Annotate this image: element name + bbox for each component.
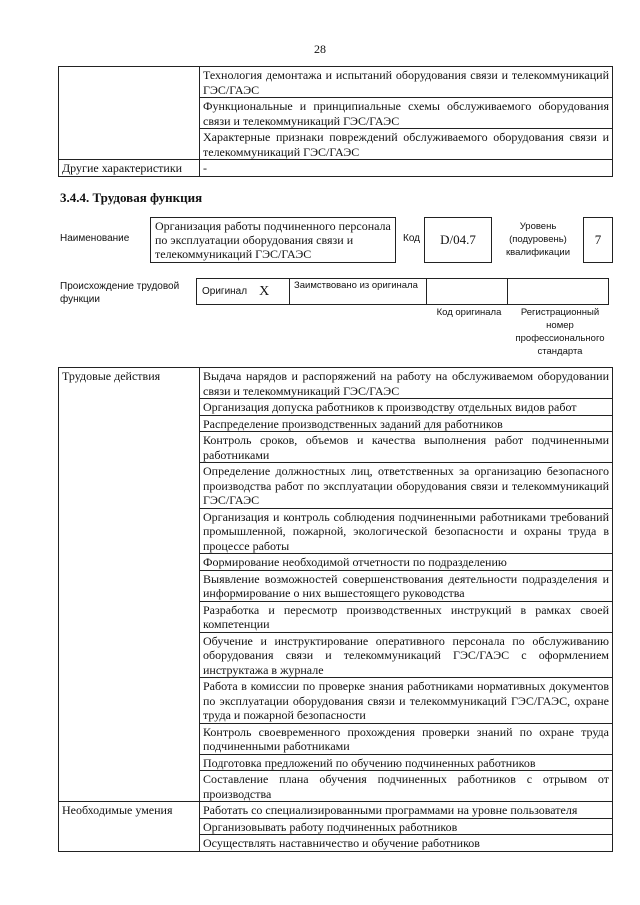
table-cell: Организация и контроль соблюдения подчиненными работниками требований промышленной, пожарной, экологической безопасности и охраны труда в процессе работы [200,508,613,554]
original-mark: X [259,283,270,299]
table-cell: Распределение производственных заданий для работников [200,415,613,432]
table-cell: Работать со специализированными программами на уровне пользователя [200,802,613,819]
page-number: 28 [314,42,326,56]
table-cell: Технология демонтажа и испытаний оборудования связи и телекоммуникаций ГЭС/ГАЭС [200,67,613,98]
name-label: Наименование [60,233,130,244]
table-row [59,802,613,819]
function-code-box: D/04.7 [424,217,492,263]
qualification-level-box: 7 [583,217,613,263]
table-cell: Определение должностных лиц, ответственных за организацию безопасного производства работ по эксплуатации оборудования связи и телекоммуникаций ГЭС/ГАЭС [200,463,613,509]
table-row [59,67,613,98]
table-cell: Составление плана обучения подчиненных работников с отрывом от производства [200,771,613,802]
row-label [59,67,200,160]
table-cell: Выявление возможностей совершенствования деятельности подразделения и информирование о них вышестоящего руководства [200,570,613,601]
original-label: Оригинал [202,286,248,297]
table-cell: Формирование необходимой отчетности по подразделению [200,554,613,571]
table-cell: Функциональные и принципиальные схемы обслуживаемого оборудования связи и телекоммуникаций ГЭС/ГАЭС [200,98,613,129]
table-cell: Контроль сроков, объемов и качества выполнения работ подчиненными работниками [200,432,613,463]
table-cell: Организация допуска работников к производству отдельных видов работ [200,399,613,416]
origin-code-label: Код оригинала [436,307,502,318]
labor-function-table [58,367,613,852]
original-cell [196,278,290,305]
row-label: Другие характеристики [59,160,200,177]
reg-number-cell [507,278,609,305]
table-row [59,368,613,399]
table-cell: Работа в комиссии по проверке знания работниками нормативных документов по эксплуатации оборудования связи и телекоммуникаций ГЭС/ГАЭС, охране труда и пожарной безопасности [200,678,613,724]
origin-row [196,278,608,305]
table-cell: Обучение и инструктирование оперативного персонала по обслуживанию оборудования связи и телекоммуникаций ГЭС/ГАЭС с оформлением инструктажа в журнале [200,632,613,678]
table-cell: Разработка и пересмотр производственных инструкций в рамках своей компетенции [200,601,613,632]
qualification-level-label: Уровень (подуровень) квалификации [505,221,571,258]
table-cell: Организовывать работу подчиненных работников [200,818,613,835]
knowledge-table [58,66,613,177]
table-cell: Подготовка предложений по обучению подчиненных работников [200,754,613,771]
table-cell: Контроль своевременного прохождения проверки знаний по охране труда подчиненными работниками [200,723,613,754]
code-label: Код [403,233,421,244]
table-row [59,160,613,177]
origin-code-cell [426,278,508,305]
borrowed-cell: Заимствовано из оригинала [289,278,427,305]
table-cell: Осуществлять наставничество и обучение работников [200,835,613,852]
table-cell: Характерные признаки повреждений обслуживаемого оборудования связи и телекоммуникаций ГЭС/ГАЭС [200,129,613,160]
table-cell: - [200,160,613,177]
reg-number-label: Регистрационный номер профессионального стандарта [515,307,605,357]
function-name-box: Организация работы подчиненного персонала по эксплуатации оборудования связи и телекоммуникаций ГЭС/ГАЭС [150,217,396,263]
group-label: Необходимые умения [59,802,200,852]
table-cell: Выдача нарядов и распоряжений на работу на обслуживаемом оборудовании связи и телекоммуникаций ГЭС/ГАЭС [200,368,613,399]
section-heading: 3.4.4. Трудовая функция [60,190,203,205]
group-label: Трудовые действия [59,368,200,802]
origin-label: Происхождение трудовой функции [60,281,180,305]
